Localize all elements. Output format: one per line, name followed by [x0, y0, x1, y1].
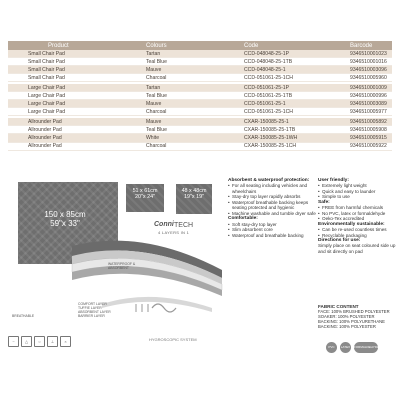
cell-barcode: 9346510001009 [348, 84, 392, 92]
cell-colour: Mauve [144, 100, 242, 108]
cell-product: Small Chair Pad [8, 50, 144, 58]
cell-colour: Mauve [144, 66, 242, 74]
comfortable-title: Comfortable: [228, 216, 258, 222]
cell-barcode: 9346510005922 [348, 142, 392, 150]
cell-product: Small Chair Pad [8, 58, 144, 66]
cell-colour: Teal Blue [144, 126, 242, 134]
pad1-size: 51 x 61cm [132, 188, 158, 194]
fabric-line: BACKING: 100% POLYESTER [318, 324, 376, 329]
cell-product: Allrounder Pad [8, 134, 144, 142]
no-formaldehyde-badge: FORMALDEHYDE [354, 342, 378, 353]
table-row [8, 134, 392, 142]
layer-barrier-label: BARRIER LAYER [78, 314, 105, 318]
cell-barcode: 9346510001023 [348, 50, 392, 58]
connitech-logo: Conni [154, 221, 174, 228]
no-pvc-badge: PVC [326, 342, 337, 353]
table-row [8, 66, 392, 74]
cell-colour: Teal Blue [144, 92, 242, 100]
cell-product: Large Chair Pad [8, 108, 144, 116]
cell-product: Large Chair Pad [8, 84, 144, 92]
mat-size-imperial: 59"x 33" [50, 219, 80, 228]
tumble-dry-icon: ○ [34, 336, 45, 347]
product-table [8, 41, 392, 151]
fabric-line: SOAKER: 100% POLYESTER [318, 314, 375, 319]
absorbent-title: Absorbent & waterproof protection: [228, 178, 310, 183]
header-code: Code [242, 41, 348, 50]
cell-barcode: 9346510003089 [348, 100, 392, 108]
cell-colour: Tartan [144, 50, 242, 58]
cell-code: CCD-048048-25-1P [242, 50, 348, 58]
directions-title: Directions for use: [318, 237, 361, 243]
cell-product: Small Chair Pad [8, 66, 144, 74]
features-column-2 [318, 178, 396, 254]
feature-item: • Waterproof breathable backing keeps seating protected and hygienic [228, 200, 318, 211]
cell-barcode: 9346510003096 [348, 66, 392, 74]
header-barcode: Barcode [348, 41, 392, 50]
no-bleach-icon: △ [21, 336, 32, 347]
safe-list [318, 205, 396, 221]
cell-barcode: 9346510005908 [348, 126, 392, 134]
cell-colour: Teal Blue [144, 58, 242, 66]
fabric-title: FABRIC CONTENT [318, 304, 359, 309]
free-from-badges [326, 342, 396, 356]
breathable-label: BREATHABLE [12, 314, 35, 318]
feature-item: • No PVC, latex or formaldehyde [318, 211, 396, 216]
cell-barcode: 9346510005892 [348, 118, 392, 126]
large-chair-pad-image [126, 184, 164, 212]
header-colours: Colours [144, 41, 242, 50]
cell-colour: Charcoal [144, 74, 242, 82]
cell-product: Large Chair Pad [8, 100, 144, 108]
comfortable-list [228, 222, 318, 238]
feature-item: • Machine washable and tumble dryer safe [228, 211, 318, 216]
cell-code: CCD-048048-25-1TB [242, 58, 348, 66]
cell-code: CCD-048048-25-1 [242, 66, 348, 74]
table-row [8, 84, 392, 92]
cell-code: CXAR-150085-25-1 [242, 118, 348, 126]
cell-barcode: 9346510005915 [348, 134, 392, 142]
table-row [8, 92, 392, 100]
layer-absorbent-label: ABSORBENT LAYER [78, 310, 111, 314]
layer-comfort-label: COMFORT LAYER [78, 302, 107, 306]
cell-barcode: 9346510005960 [348, 74, 392, 82]
pad2-size: 48 x 48cm [181, 188, 207, 194]
feature-item: • Extremely light weight [318, 183, 396, 188]
cell-colour: Charcoal [144, 108, 242, 116]
hygroscopic-label: HYGROSCOPIC SYSTEM [149, 337, 197, 342]
cell-product: Allrounder Pad [8, 126, 144, 134]
table-row [8, 100, 392, 108]
feature-item: • Recyclable packaging [318, 233, 396, 238]
feature-item: • Stay-dry top layer rapidly absorbs [228, 194, 318, 199]
cell-barcode: 9346510001016 [348, 58, 392, 66]
table-row [8, 126, 392, 134]
eco-title: Environmentally sustainable: [318, 221, 385, 227]
safe-title: Safe: [318, 199, 330, 205]
cell-colour: White [144, 134, 242, 142]
cell-product: Large Chair Pad [8, 92, 144, 100]
cell-product: Allrounder Pad [8, 142, 144, 150]
care-icons [8, 336, 138, 348]
table-row [8, 50, 392, 58]
layers-tagline: 4 LAYERS IN 1 [158, 230, 190, 235]
table-row [8, 74, 392, 82]
cell-code: CCD-051061-25-1P [242, 84, 348, 92]
wash-icon: ~ [8, 336, 19, 347]
pad2-size-imperial: 19"x 19" [183, 194, 204, 201]
feature-item: • Quick and easy to launder [318, 189, 396, 194]
header-product: Product [8, 41, 144, 50]
features-column-1 [228, 178, 318, 238]
feature-item: • Slim absorbent core [228, 227, 318, 232]
cell-code: CCD-051061-25-1CH [242, 74, 348, 82]
cell-code: CCD-051061-25-1TB [242, 92, 348, 100]
cell-code: CXAR-150085-25-1WH [242, 134, 348, 142]
cell-code: CCD-051061-25-1CH [242, 108, 348, 116]
fabric-line: FACE: 100% BRUSHED POLYESTER [318, 309, 390, 314]
table-row [8, 108, 392, 116]
cell-code: CCD-051061-25-1 [242, 100, 348, 108]
feature-item: • Oeko-Tex accredited [318, 216, 396, 221]
table-row [8, 118, 392, 126]
product-illustration [8, 178, 226, 330]
mat-size: 150 x 85cm [44, 210, 86, 219]
cell-barcode: 9346510005977 [348, 108, 392, 116]
feature-item: • FREE from harmful chemicals [318, 205, 396, 210]
iron-icon: ⊥ [47, 336, 58, 347]
feature-item: • Waterproof and breathable backing [228, 233, 318, 238]
cell-code: CXAR-150085-25-1TB [242, 126, 348, 134]
small-chair-pad-image [176, 184, 212, 214]
cell-colour: Charcoal [144, 142, 242, 150]
table-row [8, 142, 392, 150]
feature-item: • For all seating including vehicles and wheelchairs [228, 183, 318, 194]
feature-item: • Simple to use [318, 194, 396, 199]
eco-list [318, 227, 396, 238]
waterproof-label: WATERPROOF & ABSORBENT [108, 262, 136, 270]
user-friendly-title: User friendly: [318, 178, 349, 183]
cell-barcode: 9346510000996 [348, 92, 392, 100]
fabric-content [318, 304, 398, 329]
cell-colour: Mauve [144, 118, 242, 126]
feature-item: • Soft stay-dry top layer [228, 222, 318, 227]
absorbent-list [228, 183, 318, 216]
connitech-logo-tech: TECH [174, 222, 194, 229]
directions-text: Simply place on seat coloured side up and sit directly on pad [318, 243, 396, 254]
cell-colour: Tartan [144, 84, 242, 92]
fabric-line: BACKING: 100% POLYURETHANE [318, 319, 385, 324]
layer-tuffie-label: TUFFIE LAYER [78, 306, 102, 310]
pad1-size-imperial: 20"x 24" [134, 194, 155, 201]
user-friendly-list [318, 183, 396, 199]
cell-product: Small Chair Pad [8, 74, 144, 82]
cell-product: Allrounder Pad [8, 118, 144, 126]
feature-item: • Can be re-used countless times [318, 227, 396, 232]
table-header-row [8, 41, 392, 50]
cell-code: CXAR-150085-25-1CH [242, 142, 348, 150]
no-latex-badge: LATEX [340, 342, 351, 353]
table-row [8, 58, 392, 66]
no-dry-clean-icon: × [60, 336, 71, 347]
